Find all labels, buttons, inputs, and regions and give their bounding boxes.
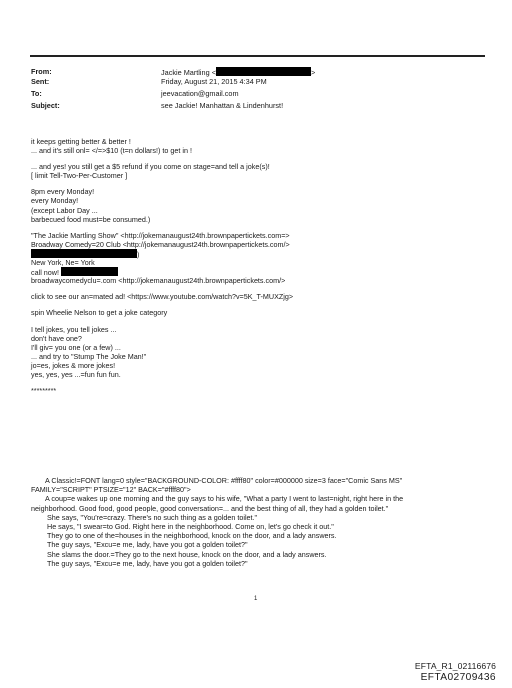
body-line: ... and it's still onl= </=>$10 (t=n dollars!) to get in ! — [31, 146, 192, 156]
body-line: ... and yes! you still get a $5 refund if you come on stage=and tell a joke(s)! — [31, 162, 270, 172]
story-line: The guy says, "Excu=e me, lady, have you got a golden toilet?" — [47, 558, 248, 568]
story-line: A coup=e wakes up one morning and the guy says to his wife, "What a party I went to last=night, right here in the — [45, 494, 404, 504]
from-label: From: — [31, 67, 52, 76]
body-line: don't have one? — [31, 333, 82, 343]
story-line: The guy says, "Excu=e me, lady, have you got a golden toilet?" — [47, 540, 248, 550]
header-divider — [30, 55, 485, 57]
story-line: She says, "You're=crazy. There's no such thing as a golden toilet." — [47, 512, 258, 522]
body-line: barbecued food must=be consumed.) — [31, 214, 151, 224]
redaction-box — [31, 249, 137, 258]
body-line: click to see our an=mated ad! <https://www.youtube.com/watch?v=5K_T-MUXZjg> — [31, 292, 294, 302]
to-label: To: — [31, 89, 42, 98]
from-end: > — [310, 68, 316, 77]
body-line: [ limit Tell-Two-Per-Customer ] — [31, 171, 128, 181]
body-line: spin Wheelie Nelson to get a joke category — [31, 308, 168, 318]
joke-story — [31, 476, 486, 568]
story-line: They go to one of the=houses in the neighborhood, knock on the door, and a lady answers. — [47, 531, 337, 541]
body-line: "The Jackie Martling Show" <http://jokemanaugust24th.brownpapertickets.com=> — [31, 230, 290, 240]
body-line: call now! — [31, 267, 491, 276]
body-line: I tell jokes, you tell jokes ... — [31, 324, 117, 334]
redaction-box — [216, 67, 311, 76]
body-line: yes, yes, yes ...=fun fun fun. — [31, 369, 121, 379]
body-line: ... and try to "Stump The Joke Man!" — [31, 351, 147, 361]
email-body — [31, 137, 491, 395]
body-line: 8pm every Monday! — [31, 187, 95, 197]
page-number: 1 — [254, 596, 258, 602]
body-line: Broadway Comedy=20 Club <http://jokemanaugust24th.brownpapertickets.com/> — [31, 239, 290, 249]
body-line: (except Labor Day ... — [31, 205, 98, 215]
body-line: I'll giv= you one (or a few) ... — [31, 342, 121, 352]
story-line: She slams the door.=They go to the next house, knock on the door, and a lady answers. — [47, 549, 327, 559]
body-line: it keeps getting better & better ! — [31, 137, 131, 146]
story-line: A Classic!=FONT lang=0 style="BACKGROUND-COLOR: #ffff80" color=#000000 size=3 face="Comic Sans MS" — [45, 476, 403, 485]
subject-value: see Jackie! Manhattan & Lindenhurst! — [161, 101, 284, 110]
sent-value: Friday, August 21, 2015 4:34 PM — [161, 77, 267, 86]
to-value: jeevacation@gmail.com — [161, 89, 239, 98]
bates-number-primary: EFTA_R1_02116676 — [414, 661, 496, 671]
redaction-box — [61, 267, 118, 276]
separator-asterisks: ********* — [31, 386, 57, 396]
subject-label: Subject: — [31, 101, 60, 110]
body-line: New York, Ne= York — [31, 258, 95, 268]
from-value: Jackie Martling < — [161, 68, 216, 77]
story-line: neighborhood. Good food, good people, good conversation=... and the best thing of all, they had a golden toilet." — [31, 503, 389, 513]
bates-number-secondary: EFTA02709436 — [420, 672, 496, 683]
story-line: He says, "I swear=to God. Right here in the neighborhood. Come on, let's go check it out." — [47, 522, 334, 532]
body-line: jo=es, jokes & more jokes! — [31, 360, 116, 370]
body-line: broadwaycomedyclu=.com <http://jokemanaugust24th.brownpapertickets.com/> — [31, 276, 286, 286]
story-line: FAMILY="SCRIPT" PTSIZE="12" BACK="#ffff80"> — [31, 485, 191, 495]
sent-label: Sent: — [31, 77, 50, 86]
body-line: every Monday! — [31, 196, 79, 206]
redacted-line: ) — [31, 249, 491, 258]
